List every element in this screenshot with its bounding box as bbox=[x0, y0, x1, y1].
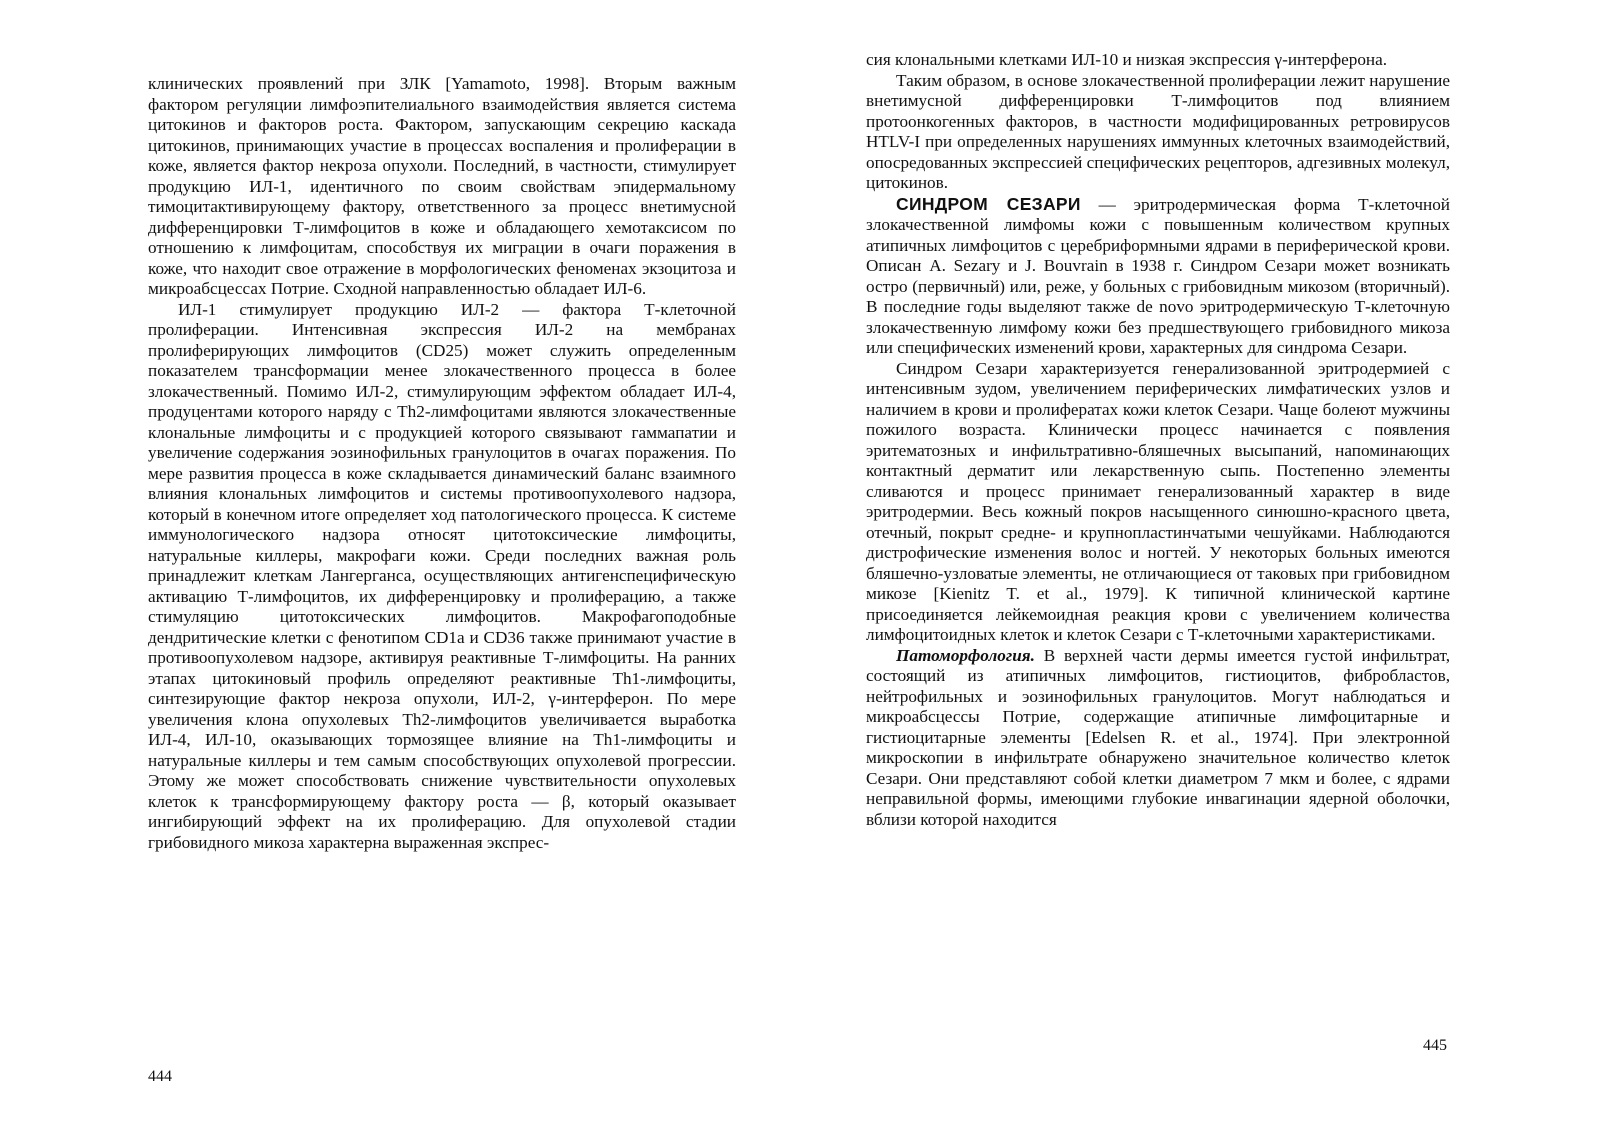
page-number-right: 445 bbox=[1423, 1037, 1447, 1054]
right-paragraph-4: Синдром Сезари характеризуется генерализованной эритродермией с интенсивным зудом, увеличением периферических лимфатических узлов и наличием в крови и пролифератах кожи клеток Сезари. Чаще болеют мужчины пожилого возраста. Клинически процесс начинается с появления эритематозных и инфильтративно-бляшечных высыпаний, напоминающих контактный дерматит или лекарственную сыпь. Постепенно элементы сливаются и процесс принимает генерализованный характер в виде эритродермии. Весь кожный покров насыщенного синюшно-красного цвета, отечный, покрыт средне- и крупнопластинчатыми чешуйками. Наблюдаются дистрофические изменения волос и ногтей. У некоторых больных имеются бляшечно-узловатые элементы, не отличающиеся от таковых при грибовидном микозе [Kienitz T. et al., 1979]. К типичной клинической картине присоединяется лейкемоидная реакция крови с увеличением количества лимфоцитоидных клеток и клеток Сезари с Т-клеточными характеристиками. bbox=[866, 358, 1450, 644]
right-paragraph-1: сия клональными клетками ИЛ-10 и низкая экспрессия γ-интерферона. bbox=[866, 50, 1388, 69]
left-page-text bbox=[148, 74, 736, 853]
right-page-text bbox=[866, 50, 1450, 830]
pathomorphology-paragraph bbox=[866, 646, 1450, 831]
right-page bbox=[800, 0, 1600, 1132]
sezary-syndrome-term: СИНДРОМ СЕЗАРИ bbox=[896, 193, 1081, 214]
page-number-left: 444 bbox=[148, 1068, 172, 1085]
left-paragraph-2: ИЛ-1 стимулирует продукцию ИЛ-2 — фактора Т-клеточной пролиферации. Интенсивная экспрессия ИЛ-2 на мембранах пролиферирующих лимфоцитов (CD25) может служить определенным показателем трансформации менее злокачественного процесса в более злокачественный. Помимо ИЛ-2, стимулирующим эффектом обладает ИЛ-4, продуцентами которого наряду с Th2-лимфоцитами являются злокачественные клональные лимфоциты и с продукцией которого связывают гаммапатии и увеличение содержания эозинофильных гранулоцитов в очагах поражения. По мере развития процесса в коже складывается динамический баланс взаимного влияния клональных лимфоцитов и системы противоопухолевого надзора, который в конечном итоге определяет ход патологического процесса. К системе иммунологического надзора относят цитотоксические лимфоциты, натуральные киллеры, макрофаги кожи. Среди последних важная роль принадлежит клеткам Лангерганса, осуществляющих антигенспецифическую активацию Т-лимфоцитов, их дифференцировку и пролиферацию, а также стимуляцию цитотоксических лимфоцитов. Макрофагоподобные дендритические клетки с фенотипом CD1a и CD36 также принимают участие в противоопухолевом надзоре, активируя реактивные Т-лимфоциты. На ранних этапах цитокиновый профиль определяют реактивные Th1-лимфоциты, синтезирующие фактор некроза опухоли, ИЛ-2, γ-интерферон. По мере увеличения клона опухолевых Th2-лимфоцитов увеличивается выработка ИЛ-4, ИЛ-10, оказывающих тормозящее влияние на Th1-лимфоциты и натуральные киллеры и тем самым способствующих опухолевой прогрессии. Этому же может способствовать снижение чувствительности опухолевых клеток к трансформирующему фактору роста — β, который оказывает ингибирующий эффект на их пролиферацию. Для опухолевой стадии грибовидного микоза характерна выраженная экспрес- bbox=[148, 299, 736, 852]
left-paragraph-1: клинических проявлений при ЗЛК [Yamamoto, 1998]. Вторым важным фактором регуляции лимфоэпителиального взаимодействия является система цитокинов и факторов роста. Фактором, запускающим секрецию каскада цитокинов, принимающих участие в процессах воспаления и пролиферации в коже, является фактор некроза опухоли. Последний, в частности, стимулирует продукцию ИЛ-1, идентичного по своим свойствам эпидермальному тимоцитактивирующему фактору, ответственного за процесс внетимусной дифференцировки Т-лимфоцитов в коже и обладающего хемотаксисом по отношению к лимфоцитам, способствуя их миграции в очаги поражения в коже, что находит свое отражение в морфологических феноменах экзоцитоза и микроабсцессах Потрие. Сходной направленностью обладает ИЛ-6. bbox=[148, 74, 736, 298]
sezary-syndrome-paragraph bbox=[866, 194, 1450, 359]
pathomorphology-text: В верхней части дермы имеется густой инфильтрат, состоящий из атипичных лимфоцитов, гистиоцитов, фибробластов, нейтрофильных и эозинофильных гранулоцитов. Могут наблюдаться и микроабсцессы Потрие, содержащие атипичные лимфоцитарные и гистиоцитарные элементы [Edelsen R. et al., 1974]. При электронной микроскопии в инфильтрате обнаружено значительное количество клеток Сезари. Они представляют собой клетки диаметром 7 мкм и более, с ядрами неправильной формы, имеющими глубокие инвагинации ядерной оболочки, вблизи которой находится bbox=[866, 645, 1450, 829]
pathomorphology-heading: Патоморфология. bbox=[896, 645, 1035, 665]
right-paragraph-2: Таким образом, в основе злокачественной пролиферации лежит нарушение внетимусной дифференцировки Т-лимфоцитов под влиянием протоонкогенных факторов, в частности модифицированных ретровирусов HTLV-I при определенных нарушениях иммунных клеточных взаимодействий, опосредованных экспрессией специфических рецепторов, адгезивных молекул, цитокинов. bbox=[866, 70, 1450, 192]
sezary-syndrome-definition: — эритродермическая форма Т-клеточной злокачественной лимфомы кожи с повышенным количеством крупных атипичных лимфоцитов с церебриформными ядрами в периферической крови. Описан A. Sezary и J. Bouvrain в 1938 г. Синдром Сезари может возникать остро (первичный) или, реже, у больных с грибовидным микозом (вторичный). В последние годы выделяют также de novo эритродермическую Т-клеточную злокачественную лимфому кожи без предшествующего грибовидного микоза или специфических изменений крови, характерных для синдрома Сезари. bbox=[866, 194, 1450, 357]
